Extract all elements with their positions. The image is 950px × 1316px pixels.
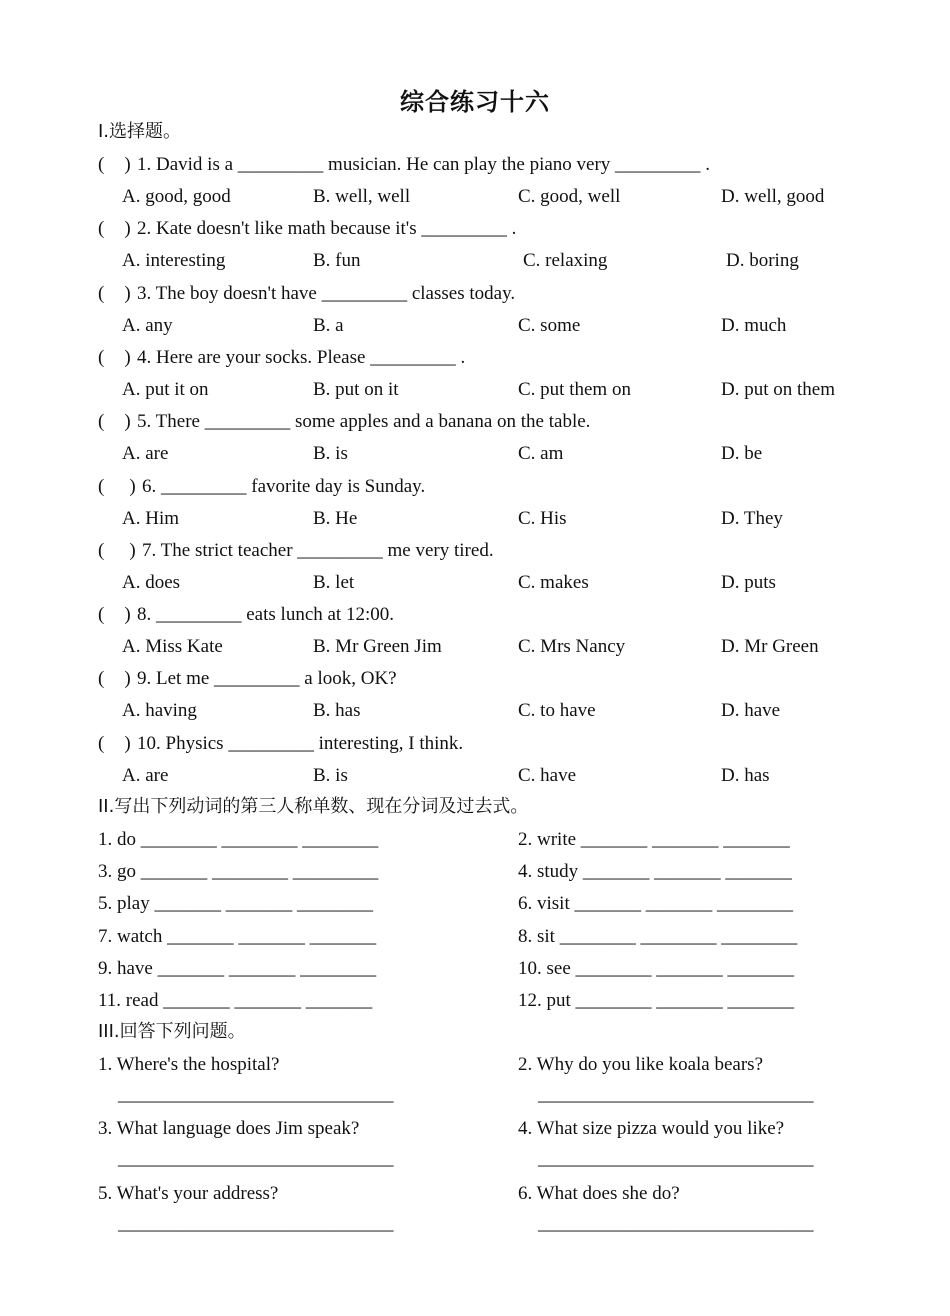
- question-prompt: 3. What language does Jim speak?: [98, 1118, 360, 1140]
- answer-line[interactable]: _____________________________: [118, 1084, 394, 1105]
- question-text: 4. Here are your socks. Please _________ .: [137, 346, 466, 368]
- open-paren: (: [98, 218, 105, 240]
- options-row: [0, 504, 900, 534]
- option-b[interactable]: B. put on it: [313, 378, 399, 400]
- answer-blank-bracket[interactable]: [98, 279, 137, 309]
- question-text: 10. Physics _________ interesting, I think.: [137, 732, 464, 754]
- option-a[interactable]: A. any: [122, 314, 173, 336]
- option-a[interactable]: A. Him: [122, 507, 179, 529]
- answer-blank-bracket[interactable]: [98, 343, 137, 373]
- close-paren: ): [124, 218, 131, 240]
- answer-blank-bracket[interactable]: [98, 472, 142, 502]
- options-row: [0, 761, 900, 791]
- option-a[interactable]: A. put it on: [122, 378, 209, 400]
- answer-blank-bracket[interactable]: [98, 664, 137, 694]
- option-d[interactable]: D. puts: [721, 571, 776, 593]
- answer-blank-bracket[interactable]: [98, 600, 137, 630]
- options-row: [0, 182, 900, 212]
- option-c[interactable]: C. to have: [518, 700, 596, 722]
- verb-item[interactable]: 10. see ________ _______ _______: [518, 957, 795, 979]
- close-paren: ): [124, 154, 131, 175]
- answer-blank-bracket[interactable]: [98, 729, 137, 759]
- option-a[interactable]: A. interesting: [122, 250, 226, 272]
- question-line: [98, 407, 898, 437]
- option-d[interactable]: D. has: [721, 764, 770, 786]
- options-row: [0, 439, 900, 469]
- option-b[interactable]: B. is: [313, 443, 348, 465]
- verb-item[interactable]: 2. write _______ _______ _______: [518, 829, 790, 850]
- answer-line[interactable]: _____________________________: [118, 1148, 394, 1170]
- question-line: [98, 664, 898, 694]
- options-row: [0, 632, 900, 662]
- open-paren: (: [98, 282, 105, 304]
- question-line: [98, 729, 898, 759]
- answer-blank-bracket[interactable]: [98, 407, 137, 437]
- option-b[interactable]: B. well, well: [313, 186, 411, 207]
- section-heading-answers: III.回答下列问题。: [98, 1021, 246, 1042]
- option-b[interactable]: B. let: [313, 571, 355, 593]
- answer-blank-bracket[interactable]: [98, 214, 137, 244]
- option-b[interactable]: B. fun: [313, 250, 361, 272]
- open-paren: (: [98, 411, 105, 433]
- question-text: 5. There _________ some apples and a banana on the table.: [137, 411, 591, 433]
- question-prompt: 5. What's your address?: [98, 1182, 279, 1204]
- question-text: 2. Kate doesn't like math because it's _________ .: [137, 218, 517, 240]
- open-paren: (: [98, 346, 105, 368]
- option-b[interactable]: B. He: [313, 507, 358, 529]
- option-a[interactable]: A. does: [122, 571, 181, 593]
- option-b[interactable]: B. Mr Green Jim: [313, 636, 442, 658]
- question-prompt: 6. What does she do?: [518, 1182, 680, 1204]
- page-title: 综合练习十六: [400, 88, 550, 116]
- open-paren: (: [98, 604, 105, 626]
- question-text: 7. The strict teacher _________ me very tired.: [142, 539, 494, 561]
- option-d[interactable]: D. well, good: [721, 186, 825, 207]
- question-prompt: 4. What size pizza would you like?: [518, 1118, 785, 1140]
- open-paren: (: [98, 475, 105, 497]
- question-prompt: 1. Where's the hospital?: [98, 1054, 280, 1075]
- close-paren: ): [124, 732, 131, 754]
- option-c[interactable]: C. some: [518, 314, 581, 336]
- option-a[interactable]: A. having: [122, 700, 197, 722]
- question-line: [98, 600, 898, 630]
- option-a[interactable]: A. good, good: [122, 186, 231, 207]
- options-row: [0, 311, 900, 341]
- answer-blank-bracket[interactable]: [98, 150, 137, 180]
- verb-item[interactable]: 6. visit _______ _______ ________: [518, 893, 793, 915]
- option-d[interactable]: D. have: [721, 700, 781, 722]
- close-paren: ): [129, 475, 136, 497]
- question-line: [98, 279, 898, 309]
- option-d[interactable]: D. be: [721, 443, 763, 465]
- option-c[interactable]: C. makes: [518, 571, 589, 593]
- option-a[interactable]: A. are: [122, 443, 169, 465]
- option-d[interactable]: D. boring: [726, 250, 799, 272]
- option-d[interactable]: D. They: [721, 507, 783, 529]
- question-line: [98, 150, 898, 180]
- close-paren: ): [124, 411, 131, 433]
- verb-item[interactable]: 3. go _______ ________ _________: [98, 861, 379, 883]
- section-heading-verbs: II.写出下列动词的第三人称单数、现在分词及过去式。: [98, 796, 529, 817]
- verb-item[interactable]: 8. sit ________ ________ ________: [518, 925, 798, 947]
- answer-line[interactable]: _____________________________: [118, 1212, 394, 1234]
- verb-item[interactable]: 4. study _______ _______ _______: [518, 861, 792, 883]
- close-paren: ): [124, 282, 131, 304]
- verb-item[interactable]: 7. watch _______ _______ _______: [98, 925, 377, 947]
- verb-item[interactable]: 11. read _______ _______ _______: [98, 990, 373, 1011]
- option-b[interactable]: B. has: [313, 700, 361, 722]
- open-paren: (: [98, 539, 105, 561]
- question-text: 3. The boy doesn't have _________ classes today.: [137, 282, 516, 304]
- question-line: [98, 472, 898, 502]
- question-prompt: 2. Why do you like koala bears?: [518, 1054, 763, 1075]
- option-a[interactable]: A. Miss Kate: [122, 636, 223, 658]
- verb-item[interactable]: 9. have _______ _______ ________: [98, 957, 377, 979]
- option-c[interactable]: C. Mrs Nancy: [518, 636, 626, 658]
- question-text: 8. _________ eats lunch at 12:00.: [137, 604, 394, 626]
- option-c[interactable]: C. His: [518, 507, 567, 529]
- options-row: [0, 696, 900, 726]
- verb-item[interactable]: 1. do ________ ________ ________: [98, 829, 379, 850]
- answer-line[interactable]: _____________________________: [538, 1084, 814, 1105]
- options-row: [0, 246, 900, 276]
- answer-line[interactable]: _____________________________: [538, 1148, 814, 1170]
- question-line: [98, 343, 898, 373]
- option-c[interactable]: C. good, well: [518, 186, 621, 207]
- option-c[interactable]: C. have: [518, 764, 577, 786]
- option-c[interactable]: C. am: [518, 443, 564, 465]
- option-d[interactable]: D. put on them: [721, 378, 835, 400]
- option-b[interactable]: B. is: [313, 764, 348, 786]
- question-line: [98, 214, 898, 244]
- option-a[interactable]: A. are: [122, 764, 169, 786]
- open-paren: (: [98, 732, 105, 754]
- option-c[interactable]: C. put them on: [518, 378, 631, 400]
- question-text: 1. David is a _________ musician. He can play the piano very _________ .: [137, 154, 711, 175]
- options-row: [0, 568, 900, 598]
- verb-item[interactable]: 12. put ________ _______ _______: [518, 990, 795, 1011]
- option-c[interactable]: C. relaxing: [523, 250, 608, 272]
- question-line: [98, 536, 898, 566]
- open-paren: (: [98, 668, 105, 690]
- option-d[interactable]: D. much: [721, 314, 787, 336]
- answer-line[interactable]: _____________________________: [538, 1212, 814, 1234]
- question-text: 9. Let me _________ a look, OK?: [137, 668, 397, 690]
- question-text: 6. _________ favorite day is Sunday.: [142, 475, 426, 497]
- options-row: [0, 375, 900, 405]
- verb-item[interactable]: 5. play _______ _______ ________: [98, 893, 373, 915]
- close-paren: ): [124, 604, 131, 626]
- close-paren: ): [124, 346, 131, 368]
- option-d[interactable]: D. Mr Green: [721, 636, 819, 658]
- close-paren: ): [124, 668, 131, 690]
- close-paren: ): [129, 539, 136, 561]
- open-paren: (: [98, 154, 105, 175]
- option-b[interactable]: B. a: [313, 314, 344, 336]
- answer-blank-bracket[interactable]: [98, 536, 142, 566]
- section-heading-choice: I.选择题。: [98, 121, 182, 142]
